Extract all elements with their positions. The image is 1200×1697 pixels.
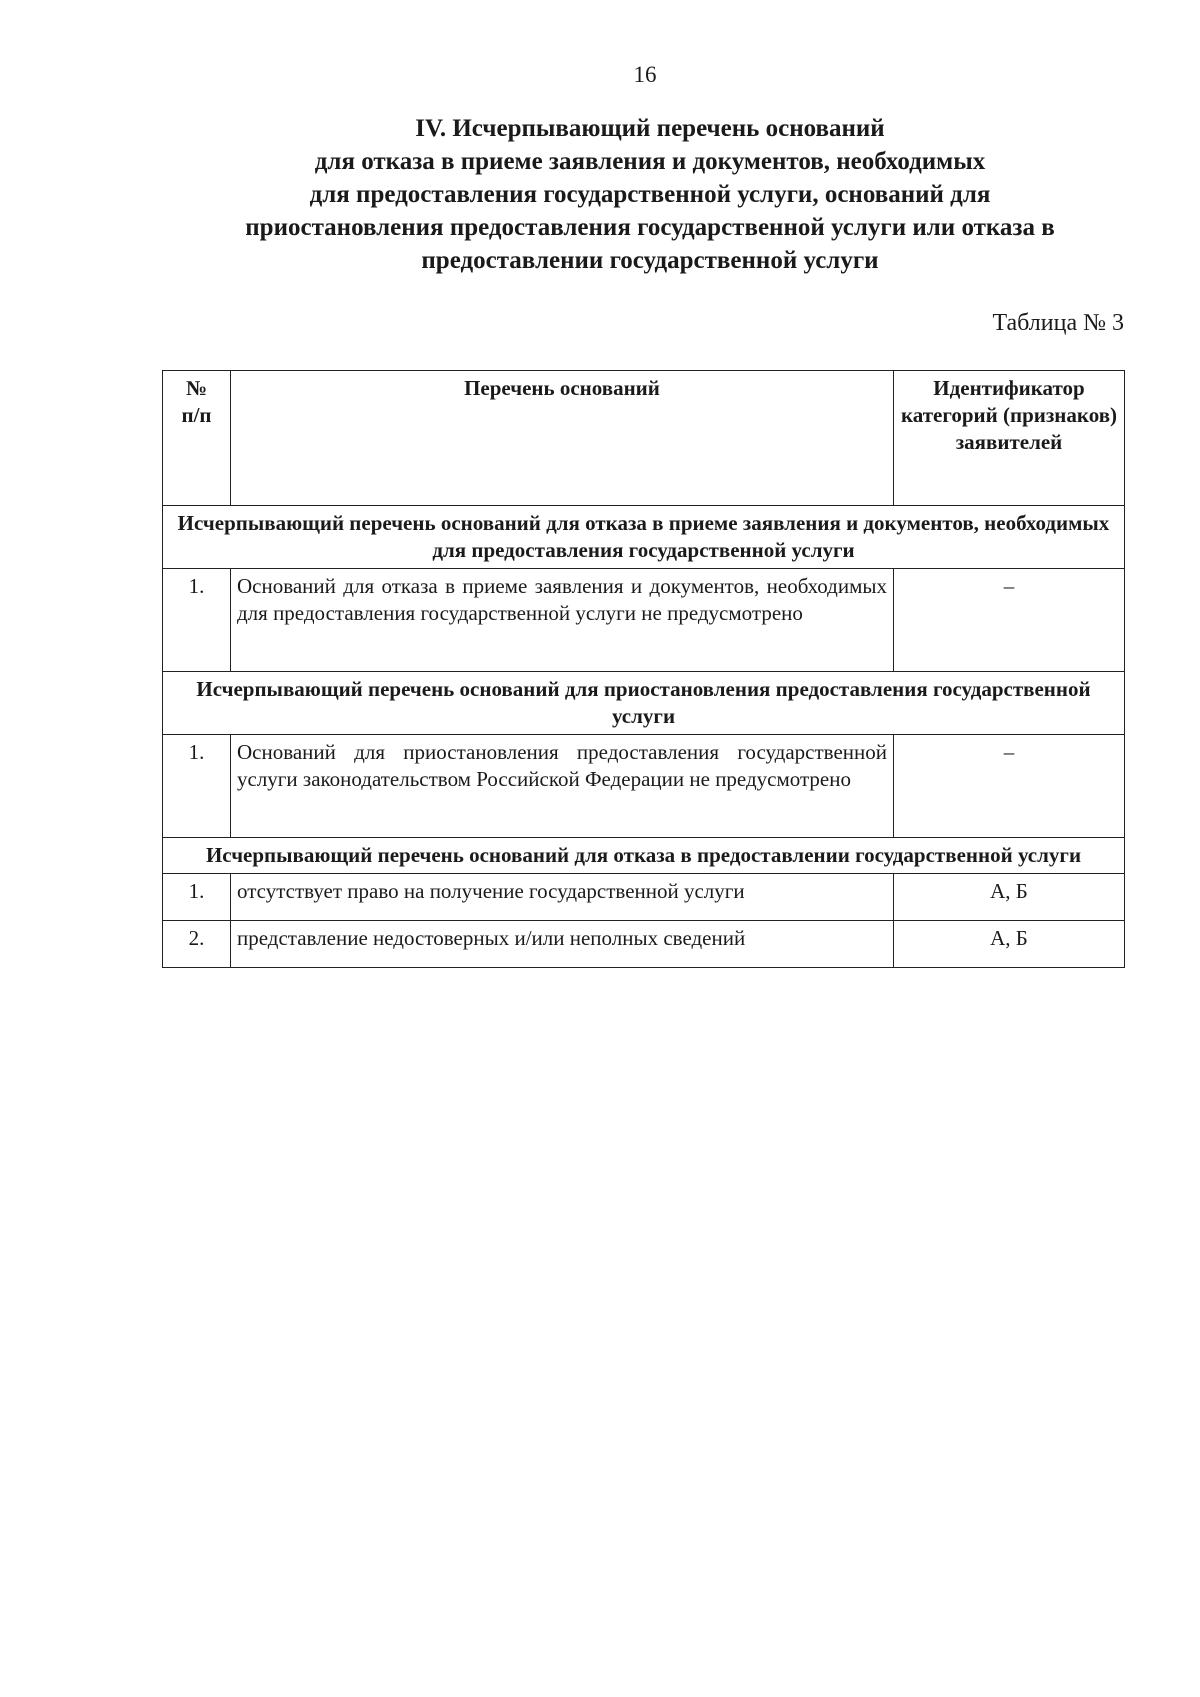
table-row [163,569,1125,672]
group-header-row [163,506,1125,569]
group-title: Исчерпывающий перечень оснований для отказа в предоставлении государственной услуги [163,838,1125,874]
section-title-line: IV. Исчерпывающий перечень оснований [415,115,885,142]
section-title-line: для отказа в приеме заявления и документов, необходимых [314,148,986,175]
row-text: Оснований для отказа в приеме заявления и документов, необходимых для предоставления государственной услуги не предусмотрено [231,569,894,672]
group-header-row [163,672,1125,735]
header-grounds: Перечень оснований [231,371,894,506]
row-text: отсутствует право на получение государственной услуги [231,874,894,921]
section-title-line: предоставлении государственной услуги [421,247,879,274]
section-title-line: приостановления предоставления государственной услуги или отказа в [245,214,1055,241]
table-row [163,735,1125,838]
row-num: 1. [163,874,231,921]
row-identifier: – [894,735,1125,838]
table-header-row [163,371,1125,506]
group-header-row [163,838,1125,874]
table-row [163,874,1125,921]
row-num: 1. [163,735,231,838]
page-number: 16 [633,62,657,87]
row-text: Оснований для приостановления предоставления государственной услуги законодательством Российской Федерации не предусмотрено [231,735,894,838]
row-text: представление недостоверных и/или неполных сведений [231,921,894,968]
row-identifier: А, Б [894,874,1125,921]
header-identifier: Идентификатор категорий (признаков) заявителей [894,371,1125,506]
row-identifier: – [894,569,1125,672]
header-num: № п/п [163,371,231,506]
row-num: 2. [163,921,231,968]
row-num: 1. [163,569,231,672]
table-row [163,921,1125,968]
section-title-line: для предоставления государственной услуги, оснований для [309,181,991,208]
row-identifier: А, Б [894,921,1125,968]
section-title [160,112,1140,277]
grounds-table [162,370,1125,968]
group-title: Исчерпывающий перечень оснований для отказа в приеме заявления и документов, необходимых для предоставления государственной услуги [163,506,1125,569]
table-caption: Таблица № 3 [992,310,1124,336]
group-title: Исчерпывающий перечень оснований для приостановления предоставления государственной услуги [163,672,1125,735]
